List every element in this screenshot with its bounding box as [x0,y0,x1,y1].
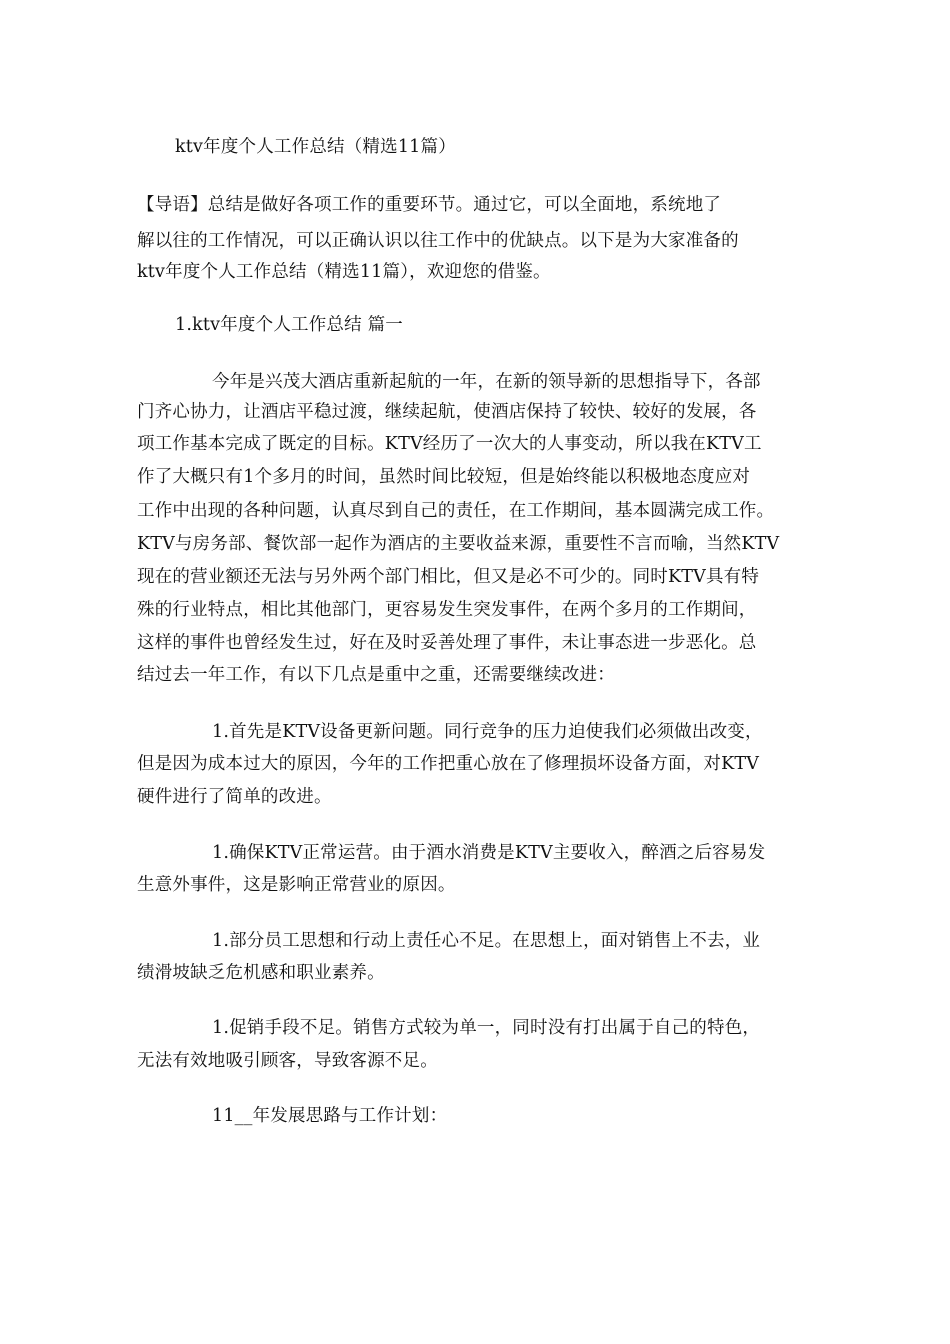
paragraph-line: 工作中出现的各种问题，认真尽到自己的责任，在工作期间，基本圆满完成工作。 [137,501,775,521]
paragraph-line: 结过去一年工作，有以下几点是重中之重，还需要继续改进： [137,665,615,685]
paragraph-line: 作了大概只有1个多月的时间，虽然时间比较短，但是始终能以积极地态度应对 [137,467,751,487]
paragraph-line: 这样的事件也曾经发生过，好在及时妥善处理了事件，未让事态进一步恶化。总 [137,633,757,653]
list-item-line: 1.部分员工思想和行动上责任心不足。在思想上，面对销售上不去，业 [212,931,761,951]
document-title: ktv年度个人工作总结（精选11篇） [175,137,456,157]
list-item-line: 但是因为成本过大的原因，今年的工作把重心放在了修理损坏设备方面，对KTV [137,754,760,774]
list-item-line: 绩滑坡缺乏危机感和职业素养。 [137,963,385,983]
list-item-line: 1.首先是KTV设备更新问题。同行竞争的压力迫使我们必须做出改变， [212,722,763,742]
list-item-line: 无法有效地吸引顾客，导致客源不足。 [137,1051,438,1071]
intro-line: 解以往的工作情况，可以正确认识以往工作中的优缺点。以下是为大家准备的 [137,231,739,251]
list-item-line: 生意外事件，这是影响正常营业的原因。 [137,875,456,895]
paragraph-line: 门齐心协力，让酒店平稳过渡，继续起航，使酒店保持了较快、较好的发展，各 [137,402,757,422]
list-item-line: 硬件进行了简单的改进。 [137,787,332,807]
paragraph-line: 现在的营业额还无法与另外两个部门相比，但又是必不可少的。同时KTV具有特 [137,567,760,587]
section-heading: 1.ktv年度个人工作总结 篇一 [175,315,403,335]
paragraph-line: 项工作基本完成了既定的目标。KTV经历了一次大的人事变动，所以我在KTV工 [137,434,762,454]
intro-line: ktv年度个人工作总结（精选11篇），欢迎您的借鉴。 [137,262,551,282]
list-item-line: 1.促销手段不足。销售方式较为单一，同时没有打出属于自己的特色， [212,1018,761,1038]
paragraph-line: 殊的行业特点，相比其他部门，更容易发生突发事件，在两个多月的工作期间， [137,600,757,620]
intro-line: 【导语】总结是做好各项工作的重要环节。通过它，可以全面地，系统地了 [137,195,722,215]
plan-heading: 11__年发展思路与工作计划： [212,1106,448,1126]
paragraph-line: 今年是兴茂大酒店重新起航的一年，在新的领导新的思想指导下，各部 [212,372,761,392]
list-item-line: 1.确保KTV正常运营。由于酒水消费是KTV主要收入，醉酒之后容易发 [212,843,766,863]
paragraph-line: KTV与房务部、餐饮部一起作为酒店的主要收益来源，重要性不言而喻，当然KTV [137,534,780,554]
